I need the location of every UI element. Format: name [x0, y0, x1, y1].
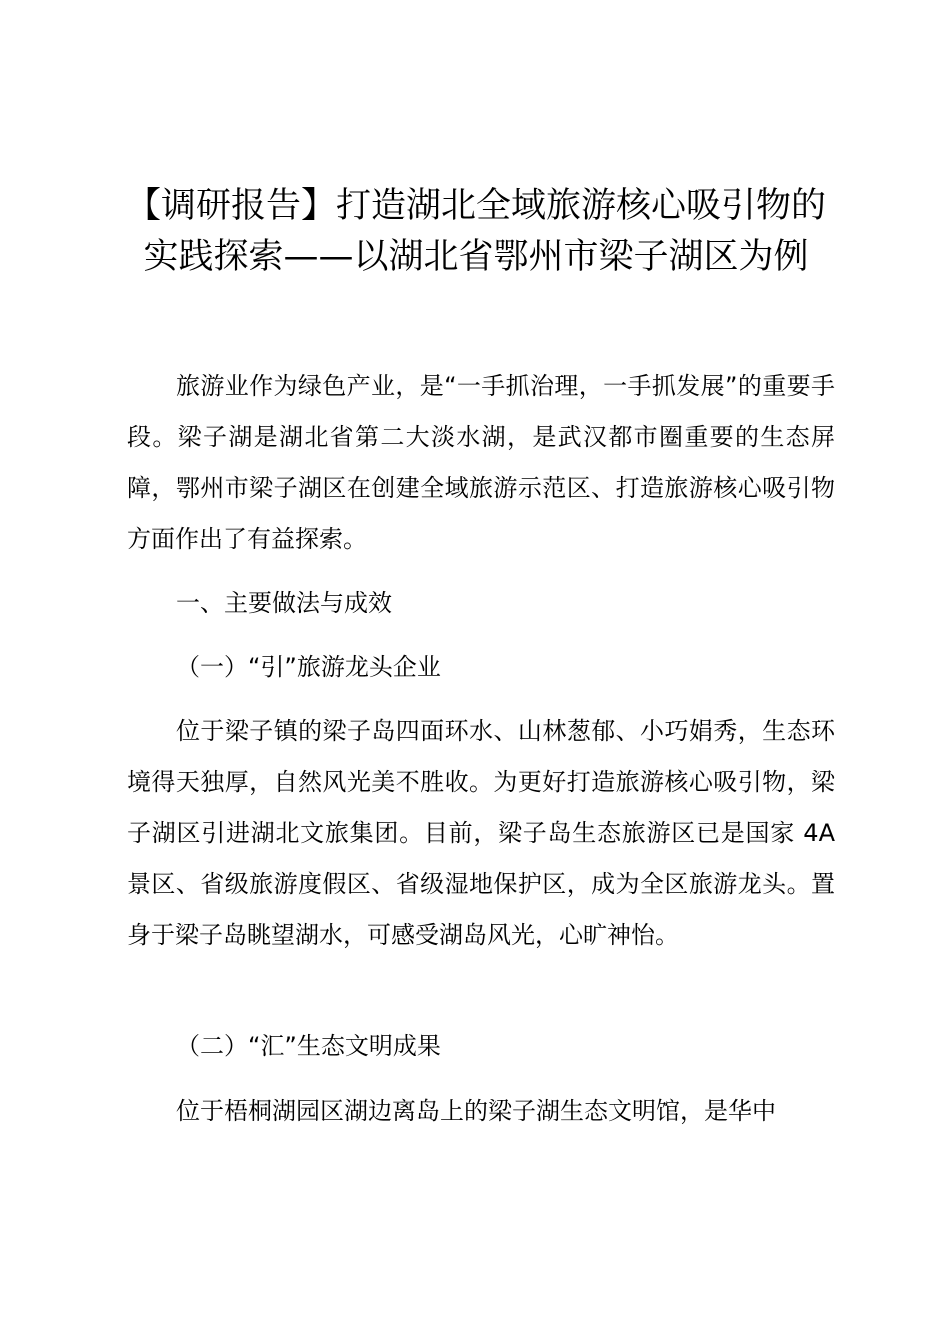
subsection-heading-tourism-leader: （一）“引”旅游龙头企业 — [176, 653, 441, 681]
ecological-museum-paragraph: 位于梧桐湖园区湖边离岛上的梁子湖生态文明馆，是华中 — [176, 1097, 776, 1125]
intro-paragraph: 旅游业作为绿色产业，是“一手抓治理，一手抓发展”的重要手段。梁子湖是湖北省第二大淡水湖，是武汉都市圈重要的生态屏障，鄂州市梁子湖区在创建全域旅游示范区、打造旅游核心吸引物方面作出了有益探索。 — [127, 372, 835, 553]
tourism-leader-paragraph: 位于梁子镇的梁子岛四面环水、山林葱郁、小巧娟秀，生态环境得天独厚，自然风光美不胜收。为更好打造旅游核心吸引物，梁子湖区引进湖北文旅集团。目前，梁子岛生态旅游区已是国家 4A 景区、省级旅游度假区、省级湿地保护区，成为全区旅游龙头。置身于梁子岛眺望湖水，可感受湖岛风光，心旷神怡。 — [127, 717, 835, 949]
document-title-line-1: 【调研报告】打造湖北全域旅游核心吸引物的 — [125, 186, 826, 226]
subsection-heading-ecological-civilization: （二）“汇”生态文明成果 — [176, 1032, 441, 1060]
section-heading-main-practices: 一、主要做法与成效 — [176, 589, 392, 617]
document-title-line-2: 实践探索——以湖北省鄂州市梁子湖区为例 — [143, 237, 809, 277]
